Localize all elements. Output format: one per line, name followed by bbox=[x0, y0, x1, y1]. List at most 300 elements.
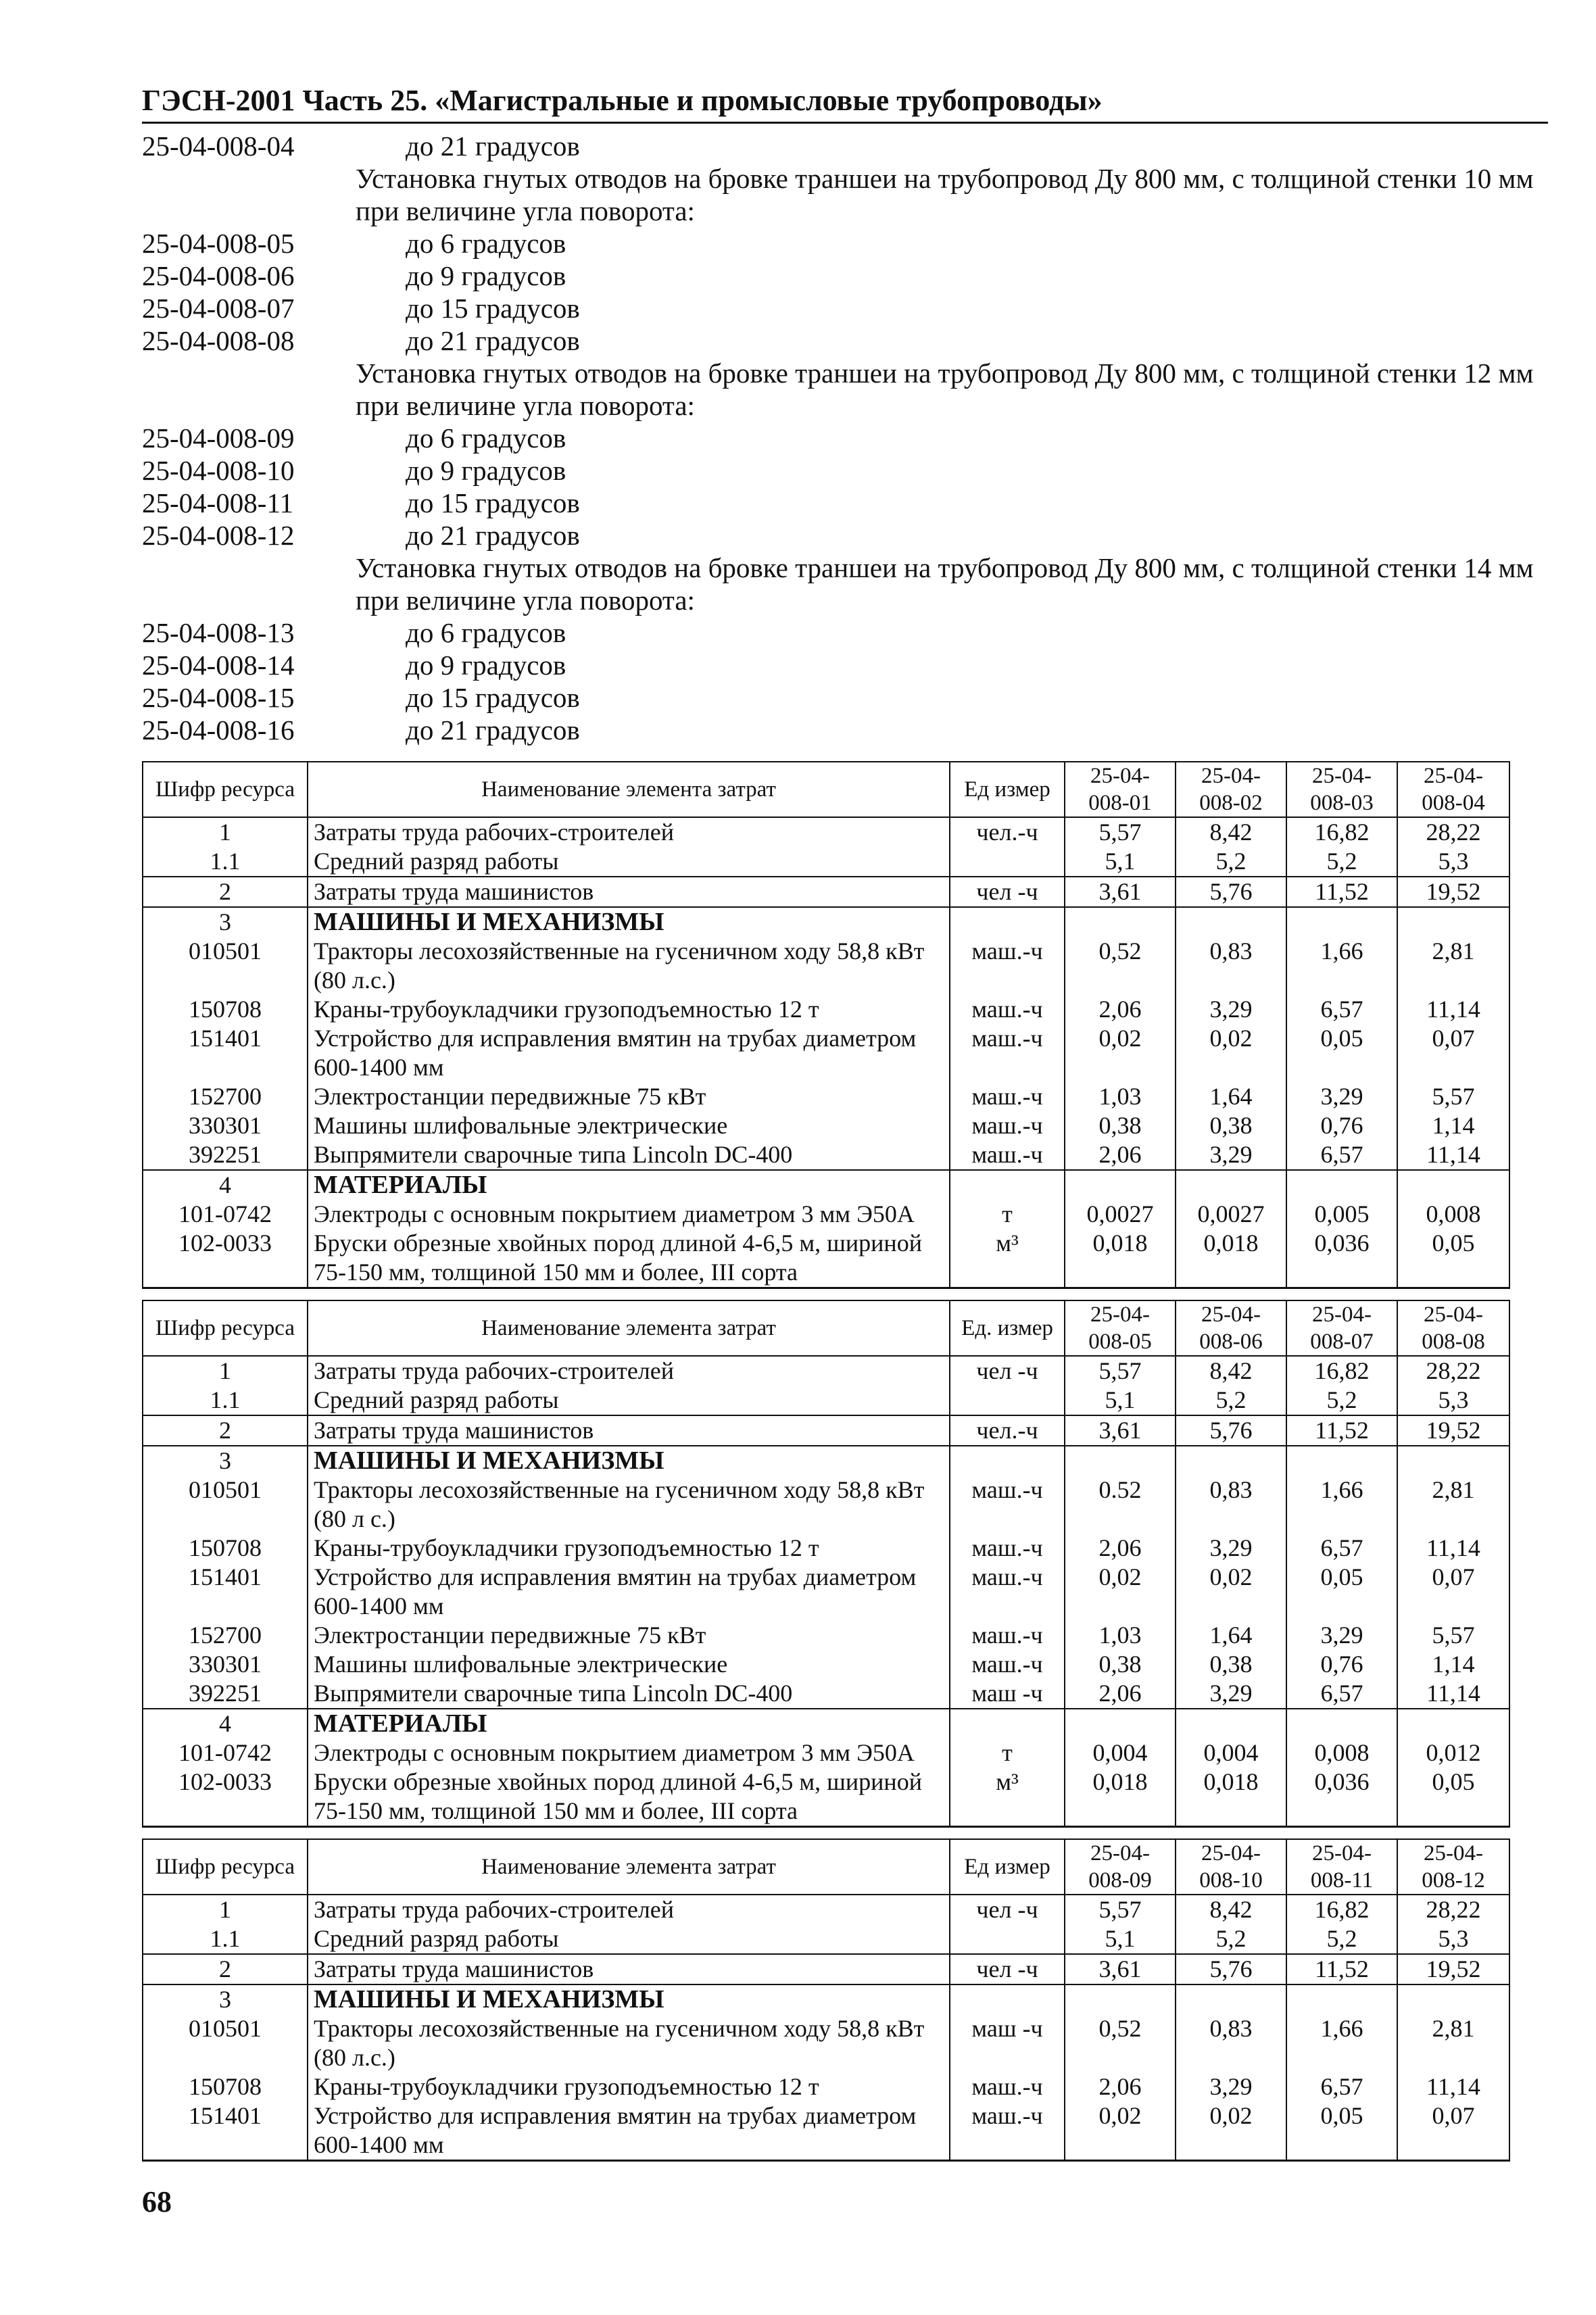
header-norm-code bbox=[1065, 1300, 1176, 1356]
item-code: 25-04-008-10 bbox=[142, 455, 295, 486]
norm-code-part: 25-04- bbox=[1424, 764, 1483, 788]
cell-value: 5,57 bbox=[1065, 1895, 1176, 1924]
table-row bbox=[143, 907, 1509, 937]
header-norm-code bbox=[1286, 762, 1397, 817]
item-range: до 9 градусов bbox=[406, 455, 566, 486]
table-row bbox=[143, 1709, 1509, 1738]
header-norm-code bbox=[1286, 1300, 1397, 1356]
cell-value: 0,76 bbox=[1286, 1650, 1397, 1679]
norm-code-part: 008-02 bbox=[1199, 791, 1263, 815]
cell-code: 152700 bbox=[143, 1621, 308, 1650]
item-range: до 6 градусов bbox=[406, 617, 566, 648]
cell-value: 11,52 bbox=[1286, 877, 1397, 907]
cell-name: Краны-трубоукладчики грузоподъемностью 12 т bbox=[308, 995, 950, 1024]
cell-value: 0,52 bbox=[1065, 2014, 1176, 2072]
intro-item bbox=[142, 616, 1548, 649]
header-name: Наименование элемента затрат bbox=[308, 762, 950, 817]
intro-item bbox=[142, 130, 1548, 162]
intro-list bbox=[142, 130, 1548, 746]
item-range: до 6 градусов bbox=[406, 422, 566, 454]
cell-value: 0,018 bbox=[1065, 1768, 1176, 1827]
cell-value bbox=[1065, 907, 1176, 937]
resource-table-3 bbox=[142, 1838, 1510, 2162]
cell-value: 3,29 bbox=[1176, 1679, 1286, 1709]
cell-value bbox=[1286, 1709, 1397, 1738]
cell-unit: чел -ч bbox=[950, 1954, 1065, 1984]
norm-code-part: 008-06 bbox=[1199, 1330, 1263, 1354]
cell-value: 6,57 bbox=[1286, 1679, 1397, 1709]
table-row bbox=[143, 1024, 1509, 1082]
cell-value bbox=[1065, 1446, 1176, 1476]
cell-value: 0,02 bbox=[1065, 1024, 1176, 1082]
cell-value: 3,61 bbox=[1065, 877, 1176, 907]
cell-value: 0,02 bbox=[1176, 1563, 1286, 1621]
cell-code: 010501 bbox=[143, 1476, 308, 1534]
cell-value: 11,52 bbox=[1286, 1415, 1397, 1446]
item-code: 25-04-008-11 bbox=[142, 487, 293, 518]
cell-unit: м³ bbox=[950, 1768, 1065, 1827]
cell-unit: маш.-ч bbox=[950, 1621, 1065, 1650]
cell-value: 0,52 bbox=[1065, 937, 1176, 995]
cell-value: 19,52 bbox=[1397, 877, 1509, 907]
table-header-row bbox=[143, 1300, 1509, 1356]
cell-value: 6,57 bbox=[1286, 2072, 1397, 2101]
cell-value: 0,38 bbox=[1176, 1111, 1286, 1140]
section-title: МАШИНЫ И МЕХАНИЗМЫ bbox=[308, 907, 950, 937]
cell-unit: маш.-ч bbox=[950, 1476, 1065, 1534]
cell-value: 0,018 bbox=[1065, 1229, 1176, 1288]
cell-unit bbox=[950, 1170, 1065, 1200]
cell-value: 11,14 bbox=[1397, 1679, 1509, 1709]
table-row bbox=[143, 1738, 1509, 1768]
item-range: до 9 градусов bbox=[406, 260, 566, 291]
intro-item bbox=[142, 454, 1548, 487]
table-row bbox=[143, 1200, 1509, 1229]
cell-value: 0,83 bbox=[1176, 937, 1286, 995]
norm-code-part: 008-04 bbox=[1422, 791, 1485, 815]
item-range: до 21 градусов bbox=[406, 325, 580, 356]
cell-value: 0,0027 bbox=[1176, 1200, 1286, 1229]
cell-value bbox=[1286, 907, 1397, 937]
page-header: ГЭСН-2001 Часть 25. «Магистральные и промысловые трубопроводы» bbox=[142, 81, 1548, 124]
cell-value: 16,82 bbox=[1286, 1356, 1397, 1386]
item-code: 25-04-008-09 bbox=[142, 422, 295, 454]
cell-value: 0,004 bbox=[1176, 1738, 1286, 1768]
cell-value: 6,57 bbox=[1286, 995, 1397, 1024]
cell-code: 1.1 bbox=[143, 1386, 308, 1415]
intro-item bbox=[142, 519, 1548, 552]
cell-name: Средний разряд работы bbox=[308, 847, 950, 877]
cell-unit bbox=[950, 1709, 1065, 1738]
cell-value: 1,03 bbox=[1065, 1082, 1176, 1111]
table-row bbox=[143, 1356, 1509, 1386]
cell-value: 3,29 bbox=[1286, 1082, 1397, 1111]
cell-value: 1,66 bbox=[1286, 937, 1397, 995]
cell-code: 392251 bbox=[143, 1679, 308, 1709]
header-norm-code bbox=[1065, 762, 1176, 817]
cell-name: Машины шлифовальные электрические bbox=[308, 1650, 950, 1679]
cell-code: 010501 bbox=[143, 937, 308, 995]
cell-value: 0,07 bbox=[1397, 1024, 1509, 1082]
table-row bbox=[143, 1415, 1509, 1446]
cell-value: 5,57 bbox=[1065, 1356, 1176, 1386]
cell-value: 2,81 bbox=[1397, 2014, 1509, 2072]
cell-value bbox=[1286, 1446, 1397, 1476]
cell-value: 0.52 bbox=[1065, 1476, 1176, 1534]
cell-name: Затраты труда машинистов bbox=[308, 877, 950, 907]
cell-code: 151401 bbox=[143, 1024, 308, 1082]
intro-item bbox=[142, 714, 1548, 746]
item-code: 25-04-008-13 bbox=[142, 617, 295, 648]
cell-unit: маш.-ч bbox=[950, 1650, 1065, 1679]
cell-unit bbox=[950, 1984, 1065, 2014]
table-row bbox=[143, 1984, 1509, 2014]
cell-value: 0,76 bbox=[1286, 1111, 1397, 1140]
cell-unit bbox=[950, 907, 1065, 937]
cell-code: 330301 bbox=[143, 1650, 308, 1679]
cell-unit: маш.-ч bbox=[950, 2101, 1065, 2161]
cell-code: 010501 bbox=[143, 2014, 308, 2072]
cell-unit: маш -ч bbox=[950, 1679, 1065, 1709]
cell-value bbox=[1065, 1709, 1176, 1738]
norm-code-part: 008-01 bbox=[1088, 791, 1152, 815]
cell-value: 0,0027 bbox=[1065, 1200, 1176, 1229]
cell-value: 28,22 bbox=[1397, 817, 1509, 847]
cell-code: 1.1 bbox=[143, 847, 308, 877]
item-code: 25-04-008-16 bbox=[142, 714, 295, 746]
header-norm-code bbox=[1176, 1300, 1286, 1356]
cell-value: 5,2 bbox=[1286, 847, 1397, 877]
cell-value: 5,57 bbox=[1065, 817, 1176, 847]
table-row bbox=[143, 877, 1509, 907]
norm-code-part: 25-04- bbox=[1312, 764, 1372, 788]
intro-item bbox=[142, 649, 1548, 681]
cell-code: 102-0033 bbox=[143, 1229, 308, 1288]
intro-item bbox=[142, 227, 1548, 260]
page-number: 68 bbox=[142, 2185, 172, 2218]
intro-item bbox=[142, 260, 1548, 292]
cell-value: 3,29 bbox=[1176, 2072, 1286, 2101]
cell-name: Затраты труда рабочих-строителей bbox=[308, 1895, 950, 1924]
cell-name: Электростанции передвижные 75 кВт bbox=[308, 1621, 950, 1650]
cell-value: 1,03 bbox=[1065, 1621, 1176, 1650]
header-norm-code bbox=[1176, 762, 1286, 817]
cell-value bbox=[1176, 1984, 1286, 2014]
header-code: Шифр ресурса bbox=[143, 1300, 308, 1356]
item-code: 25-04-008-15 bbox=[142, 682, 295, 713]
item-range: до 9 градусов bbox=[406, 650, 566, 681]
cell-value: 8,42 bbox=[1176, 1895, 1286, 1924]
cell-name: Краны-трубоукладчики грузоподъемностью 12 т bbox=[308, 2072, 950, 2101]
cell-unit: маш -ч bbox=[950, 2014, 1065, 2072]
table-row bbox=[143, 1768, 1509, 1827]
table-row bbox=[143, 1563, 1509, 1621]
cell-value: 0,02 bbox=[1176, 1024, 1286, 1082]
table-row bbox=[143, 1534, 1509, 1563]
table-row bbox=[143, 817, 1509, 847]
section-title: МАТЕРИАЛЫ bbox=[308, 1709, 950, 1738]
cell-unit: т bbox=[950, 1200, 1065, 1229]
cell-value bbox=[1065, 1984, 1176, 2014]
cell-value: 0,008 bbox=[1286, 1738, 1397, 1768]
cell-value: 11,14 bbox=[1397, 995, 1509, 1024]
cell-value: 2,06 bbox=[1065, 1140, 1176, 1170]
table-header-row bbox=[143, 762, 1509, 817]
cell-name: Тракторы лесохозяйственные на гусеничном ходу 58,8 кВт (80 л.с.) bbox=[308, 2014, 950, 2072]
cell-value bbox=[1286, 1170, 1397, 1200]
item-range: до 6 градусов bbox=[406, 228, 566, 259]
cell-value: 5,1 bbox=[1065, 1924, 1176, 1954]
cell-name: Средний разряд работы bbox=[308, 1386, 950, 1415]
header-norm-code bbox=[1065, 1839, 1176, 1895]
table-row bbox=[143, 847, 1509, 877]
cell-name: Затраты труда машинистов bbox=[308, 1954, 950, 1984]
norm-code-part: 008-11 bbox=[1310, 1868, 1374, 1893]
cell-value: 1,64 bbox=[1176, 1621, 1286, 1650]
cell-code: 3 bbox=[143, 1446, 308, 1476]
group-heading: Установка гнутых отводов на бровке траншеи на трубопровод Ду 800 мм, с толщиной стенки 12 мм при величине угла поворота: bbox=[356, 358, 1534, 421]
cell-value: 2,81 bbox=[1397, 937, 1509, 995]
cell-value: 1,64 bbox=[1176, 1082, 1286, 1111]
cell-value: 5,1 bbox=[1065, 847, 1176, 877]
item-range: до 21 градусов bbox=[406, 520, 580, 551]
cell-unit: чел -ч bbox=[950, 1895, 1065, 1924]
cell-name: Электростанции передвижные 75 кВт bbox=[308, 1082, 950, 1111]
cell-value: 5,3 bbox=[1397, 847, 1509, 877]
cell-value: 0,05 bbox=[1286, 1024, 1397, 1082]
table-row bbox=[143, 1082, 1509, 1111]
cell-value: 5,3 bbox=[1397, 1386, 1509, 1415]
cell-name: Средний разряд работы bbox=[308, 1924, 950, 1954]
table-row bbox=[143, 1476, 1509, 1534]
cell-value bbox=[1397, 1170, 1509, 1200]
cell-value: 5,2 bbox=[1176, 1924, 1286, 1954]
cell-code: 330301 bbox=[143, 1111, 308, 1140]
cell-name: Устройство для исправления вмятин на трубах диаметром 600-1400 мм bbox=[308, 1563, 950, 1621]
cell-code: 1.1 bbox=[143, 1924, 308, 1954]
table-row bbox=[143, 1621, 1509, 1650]
cell-value: 0,018 bbox=[1176, 1229, 1286, 1288]
cell-value: 0,008 bbox=[1397, 1200, 1509, 1229]
group-heading: Установка гнутых отводов на бровке траншеи на трубопровод Ду 800 мм, с толщиной стенки 14 мм при величине угла поворота: bbox=[356, 552, 1534, 616]
item-code: 25-04-008-05 bbox=[142, 228, 295, 259]
table-row bbox=[143, 1140, 1509, 1170]
cell-name: Электроды с основным покрытием диаметром 3 мм Э50А bbox=[308, 1200, 950, 1229]
cell-value: 2,81 bbox=[1397, 1476, 1509, 1534]
cell-code: 4 bbox=[143, 1170, 308, 1200]
norm-code-part: 008-05 bbox=[1088, 1330, 1152, 1354]
norm-code-part: 25-04- bbox=[1201, 1302, 1261, 1327]
header-name: Наименование элемента затрат bbox=[308, 1839, 950, 1895]
header-unit: Ед измер bbox=[950, 1839, 1065, 1895]
norm-code-part: 25-04- bbox=[1201, 1841, 1261, 1866]
cell-code: 392251 bbox=[143, 1140, 308, 1170]
norm-code-part: 008-10 bbox=[1199, 1868, 1263, 1893]
cell-value: 2,06 bbox=[1065, 995, 1176, 1024]
header-norm-code bbox=[1397, 1300, 1509, 1356]
table-row bbox=[143, 2072, 1509, 2101]
item-range: до 21 градусов bbox=[406, 714, 580, 746]
cell-value: 8,42 bbox=[1176, 1356, 1286, 1386]
header-norm-code bbox=[1286, 1839, 1397, 1895]
cell-code: 1 bbox=[143, 1356, 308, 1386]
cell-value: 3,29 bbox=[1176, 995, 1286, 1024]
cell-value: 8,42 bbox=[1176, 817, 1286, 847]
cell-name: Краны-трубоукладчики грузоподъемностью 12 т bbox=[308, 1534, 950, 1563]
table-row bbox=[143, 1229, 1509, 1288]
cell-value: 19,52 bbox=[1397, 1415, 1509, 1446]
cell-name: Устройство для исправления вмятин на трубах диаметром 600-1400 мм bbox=[308, 2101, 950, 2161]
cell-name: Тракторы лесохозяйственные на гусеничном ходу 58,8 кВт (80 л с.) bbox=[308, 1476, 950, 1534]
cell-value: 5,76 bbox=[1176, 1954, 1286, 1984]
header-code: Шифр ресурса bbox=[143, 762, 308, 817]
resource-table-1 bbox=[142, 761, 1510, 1289]
norm-code-part: 25-04- bbox=[1312, 1841, 1372, 1866]
header-norm-code bbox=[1176, 1839, 1286, 1895]
cell-value: 5,57 bbox=[1397, 1082, 1509, 1111]
header-unit: Ед. измер bbox=[950, 1300, 1065, 1356]
cell-name: Выпрямители сварочные типа Lincoln DC-400 bbox=[308, 1140, 950, 1170]
norm-code-part: 25-04- bbox=[1090, 764, 1150, 788]
cell-value: 28,22 bbox=[1397, 1895, 1509, 1924]
resource-table-2 bbox=[142, 1300, 1510, 1828]
cell-value: 0,02 bbox=[1065, 2101, 1176, 2161]
intro-item bbox=[142, 487, 1548, 519]
cell-code: 150708 bbox=[143, 995, 308, 1024]
cell-unit: т bbox=[950, 1738, 1065, 1768]
cell-value: 11,52 bbox=[1286, 1954, 1397, 1984]
norm-code-part: 008-09 bbox=[1088, 1868, 1152, 1893]
cell-name: Выпрямители сварочные типа Lincoln DC-400 bbox=[308, 1679, 950, 1709]
cell-value: 0,38 bbox=[1176, 1650, 1286, 1679]
cell-name: Устройство для исправления вмятин на трубах диаметром 600-1400 мм bbox=[308, 1024, 950, 1082]
cell-value: 0,07 bbox=[1397, 2101, 1509, 2161]
cell-value bbox=[1397, 1446, 1509, 1476]
table-row bbox=[143, 1446, 1509, 1476]
cell-unit: маш.-ч bbox=[950, 1140, 1065, 1170]
cell-code: 151401 bbox=[143, 1563, 308, 1621]
cell-value bbox=[1397, 907, 1509, 937]
cell-unit: маш.-ч bbox=[950, 937, 1065, 995]
item-code: 25-04-008-08 bbox=[142, 325, 295, 356]
table-row bbox=[143, 1679, 1509, 1709]
header-norm-code bbox=[1397, 1839, 1509, 1895]
cell-value bbox=[1397, 1984, 1509, 2014]
cell-unit: чел -ч bbox=[950, 877, 1065, 907]
cell-value: 5,2 bbox=[1286, 1386, 1397, 1415]
header-unit: Ед измер bbox=[950, 762, 1065, 817]
table-row bbox=[143, 1954, 1509, 1984]
cell-code: 2 bbox=[143, 1415, 308, 1446]
cell-code: 101-0742 bbox=[143, 1200, 308, 1229]
cell-code: 3 bbox=[143, 907, 308, 937]
cell-value: 3,29 bbox=[1176, 1140, 1286, 1170]
cell-value: 5,57 bbox=[1397, 1621, 1509, 1650]
cell-unit: маш.-ч bbox=[950, 1563, 1065, 1621]
cell-value: 0,036 bbox=[1286, 1768, 1397, 1827]
cell-unit: маш.-ч bbox=[950, 1111, 1065, 1140]
cell-value: 0,83 bbox=[1176, 1476, 1286, 1534]
cell-code: 150708 bbox=[143, 1534, 308, 1563]
item-range: до 15 градусов bbox=[406, 682, 580, 713]
norm-code-part: 008-08 bbox=[1422, 1330, 1485, 1354]
header-norm-code bbox=[1397, 762, 1509, 817]
cell-unit: маш.-ч bbox=[950, 995, 1065, 1024]
intro-item bbox=[142, 681, 1548, 714]
header-code: Шифр ресурса bbox=[143, 1839, 308, 1895]
cell-value: 6,57 bbox=[1286, 1140, 1397, 1170]
cell-value: 0,036 bbox=[1286, 1229, 1397, 1288]
cell-value bbox=[1176, 1709, 1286, 1738]
cell-value: 16,82 bbox=[1286, 817, 1397, 847]
cell-value: 28,22 bbox=[1397, 1356, 1509, 1386]
norm-code-part: 25-04- bbox=[1090, 1302, 1150, 1327]
cell-value bbox=[1397, 1709, 1509, 1738]
intro-item bbox=[142, 324, 1548, 357]
cell-value: 0,004 bbox=[1065, 1738, 1176, 1768]
cell-value: 3,61 bbox=[1065, 1415, 1176, 1446]
cell-value bbox=[1176, 1170, 1286, 1200]
table-row bbox=[143, 2101, 1509, 2161]
cell-value: 0,05 bbox=[1397, 1768, 1509, 1827]
cell-value: 11,14 bbox=[1397, 1140, 1509, 1170]
cell-value: 3,61 bbox=[1065, 1954, 1176, 1984]
cell-unit bbox=[950, 847, 1065, 877]
intro-item bbox=[142, 422, 1548, 454]
cell-value: 2,06 bbox=[1065, 1534, 1176, 1563]
norm-code-part: 25-04- bbox=[1424, 1841, 1483, 1866]
item-code: 25-04-008-07 bbox=[142, 293, 295, 324]
table-row bbox=[143, 995, 1509, 1024]
cell-unit: маш.-ч bbox=[950, 1024, 1065, 1082]
cell-value: 5,1 bbox=[1065, 1386, 1176, 1415]
cell-code: 102-0033 bbox=[143, 1768, 308, 1827]
table-row bbox=[143, 1924, 1509, 1954]
cell-value: 0,83 bbox=[1176, 2014, 1286, 2072]
cell-value: 0,005 bbox=[1286, 1200, 1397, 1229]
section-title: МАТЕРИАЛЫ bbox=[308, 1170, 950, 1200]
cell-value: 5,76 bbox=[1176, 877, 1286, 907]
cell-unit bbox=[950, 1924, 1065, 1954]
cell-value: 3,29 bbox=[1286, 1621, 1397, 1650]
norm-code-part: 008-12 bbox=[1422, 1868, 1485, 1893]
cell-value: 11,14 bbox=[1397, 1534, 1509, 1563]
cell-value: 6,57 bbox=[1286, 1534, 1397, 1563]
cell-code: 2 bbox=[143, 1954, 308, 1984]
cell-value: 5,2 bbox=[1176, 847, 1286, 877]
header-name: Наименование элемента затрат bbox=[308, 1300, 950, 1356]
item-code: 25-04-008-04 bbox=[142, 130, 295, 162]
cell-value: 0,012 bbox=[1397, 1738, 1509, 1768]
cell-name: Затраты труда рабочих-строителей bbox=[308, 1356, 950, 1386]
item-code: 25-04-008-06 bbox=[142, 260, 295, 291]
cell-code: 3 bbox=[143, 1984, 308, 2014]
table-header-row bbox=[143, 1839, 1509, 1895]
norm-code-part: 008-03 bbox=[1310, 791, 1374, 815]
cell-value: 2,06 bbox=[1065, 1679, 1176, 1709]
cell-value: 5,76 bbox=[1176, 1415, 1286, 1446]
cell-unit bbox=[950, 1386, 1065, 1415]
cell-name: Затраты труда машинистов bbox=[308, 1415, 950, 1446]
cell-name: Машины шлифовальные электрические bbox=[308, 1111, 950, 1140]
cell-value bbox=[1176, 1446, 1286, 1476]
cell-value bbox=[1065, 1170, 1176, 1200]
group-heading: Установка гнутых отводов на бровке траншеи на трубопровод Ду 800 мм, с толщиной стенки 10 мм при величине угла поворота: bbox=[356, 163, 1534, 226]
cell-code: 1 bbox=[143, 1895, 308, 1924]
item-range: до 15 градусов bbox=[406, 487, 580, 518]
cell-name: Бруски обрезные хвойных пород длиной 4-6,5 м, шириной 75-150 мм, толщиной 150 мм и более, III сорта bbox=[308, 1229, 950, 1288]
norm-code-part: 25-04- bbox=[1201, 764, 1261, 788]
